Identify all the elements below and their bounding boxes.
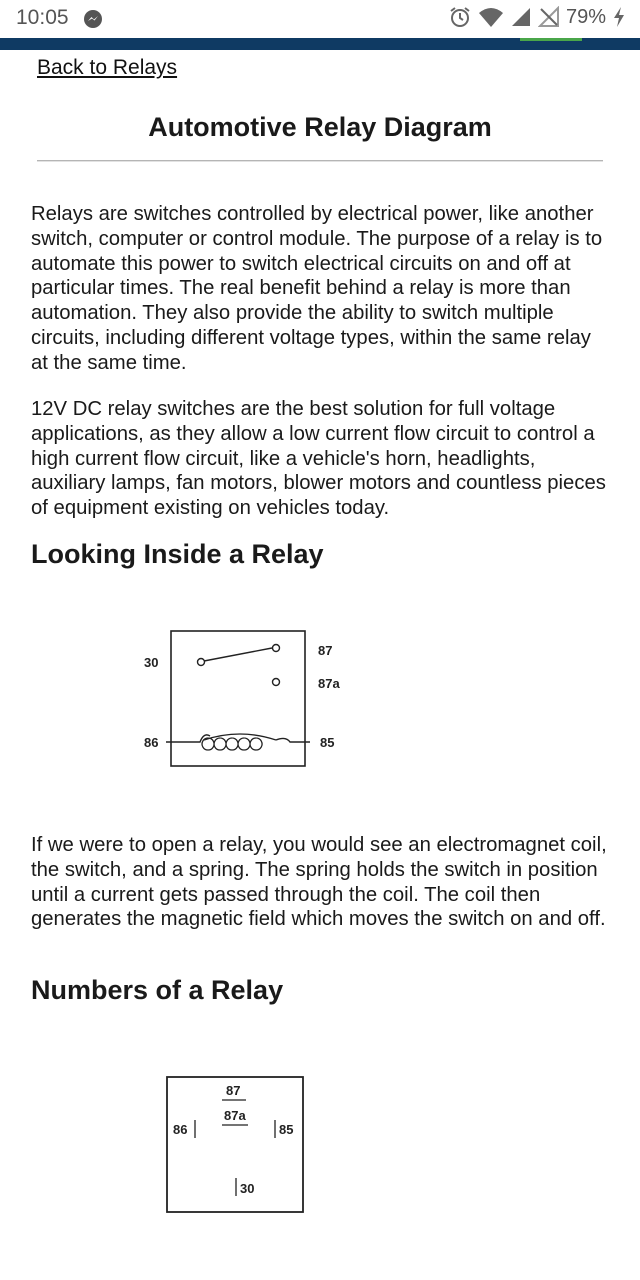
relay-numbers-diagram xyxy=(160,1070,310,1220)
page-title: Automotive Relay Diagram xyxy=(148,112,492,142)
title-divider xyxy=(37,160,603,162)
contact-87a xyxy=(273,679,280,686)
messenger-icon xyxy=(82,8,104,30)
intro-paragraph: Relays are switches controlled by electrical power, like another switch, computer or control module. The purpose of a relay is to automate this power to switch electrical circuits on and off at particular times. The real benefit behind a relay is more than automation. They also provide the ability to switch multiple circuits, including different voltage types, within the same relay at the same time. xyxy=(31,203,603,374)
coil-leads xyxy=(166,735,310,742)
pin-87-label: 87 xyxy=(318,643,333,658)
battery-percent: 79% xyxy=(565,5,606,28)
contact-30 xyxy=(198,659,205,666)
pin-30-number: 30 xyxy=(240,1181,255,1196)
pin-85-label: 85 xyxy=(320,735,335,750)
open-relay-paragraph: If we were to open a relay, you would see an electromagnet coil, the switch, and a spring. The spring holds the switch in position until a current gets passed through the coil. The coil then generates the magnetic field which moves the switch on and off. xyxy=(31,834,607,931)
alarm-icon xyxy=(448,5,472,29)
dc-relay-paragraph: 12V DC relay switches are the best solution for full voltage applications, as they allow a low current flow circuit to control a high current flow circuit, like a vehicle's horn, headlights, auxiliary lamps, fan motors, blower motors and countless pieces of equipment existing on vehicles today. xyxy=(31,398,606,520)
pin-86-number: 86 xyxy=(173,1122,188,1137)
wifi-icon xyxy=(478,6,504,28)
pin-30-label: 30 xyxy=(144,655,159,670)
no-signal-icon xyxy=(538,6,560,28)
heading-looking-inside: Looking Inside a Relay xyxy=(31,539,324,569)
switch-arm xyxy=(204,648,272,661)
toolbar-accent xyxy=(520,38,582,41)
browser-toolbar-band xyxy=(0,38,640,50)
heading-numbers: Numbers of a Relay xyxy=(31,975,284,1005)
pin-86-label: 86 xyxy=(144,735,159,750)
relay-inside-diagram xyxy=(140,620,360,770)
pin-87a-number: 87a xyxy=(224,1108,246,1123)
signal-icon xyxy=(510,6,532,28)
pin-87a-label: 87a xyxy=(318,676,340,691)
contact-87 xyxy=(273,645,280,652)
battery-charging-icon xyxy=(612,6,626,28)
pin-87-number: 87 xyxy=(226,1083,241,1098)
status-time: 10:05 xyxy=(16,6,69,29)
back-to-relays-link[interactable]: Back to Relays xyxy=(37,56,178,79)
pin-85-number: 85 xyxy=(279,1122,294,1137)
coil xyxy=(202,738,262,750)
status-bar xyxy=(0,0,640,38)
status-icons xyxy=(448,5,626,29)
